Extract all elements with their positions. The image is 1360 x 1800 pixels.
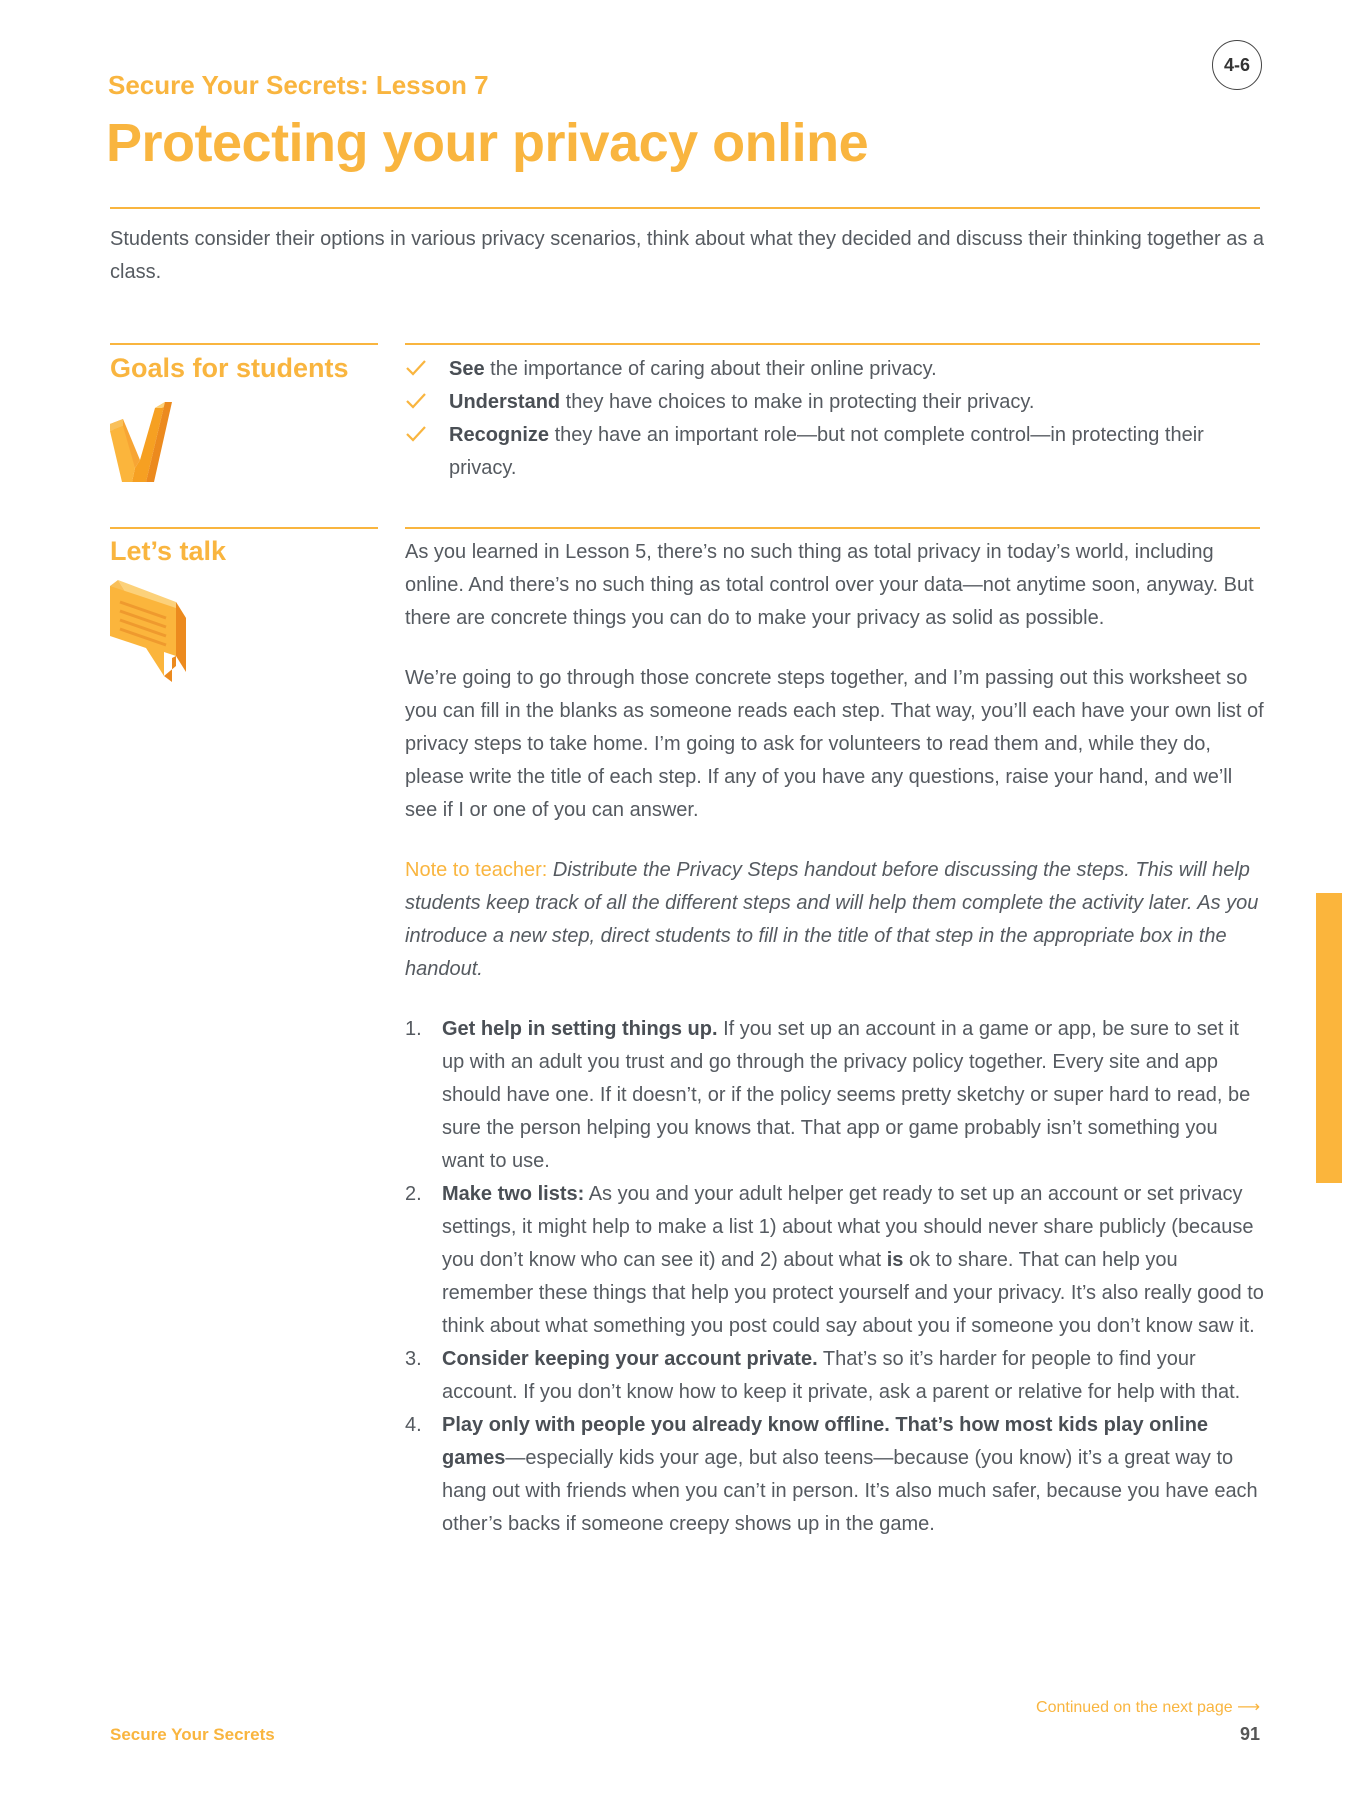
goal-text: they have choices to make in protecting their privacy. [560, 391, 1035, 413]
goals-heading: Goals for students [110, 353, 349, 383]
talk-body [405, 536, 1265, 1541]
talk-paragraph: We’re going to go through those concrete steps together, and I’m passing out this worksheet so you can fill in the blanks as someone reads each step. That way, you’ll each have your own list of privacy steps to take home. I’m going to ask for volunteers to read them and, while they do, please write the title of each step. If any of you have any questions, raise your hand, and we’ll see if I or one of you can answer. [405, 667, 1264, 821]
divider [110, 343, 378, 345]
continued-link[interactable]: Continued on the next page ⟶ [1036, 1699, 1260, 1716]
divider [110, 207, 1260, 209]
page-title: Protecting your privacy online [106, 113, 869, 173]
goal-verb: See [449, 358, 485, 380]
note-text: Distribute the Privacy Steps handout before discussing the steps. This will help students keep track of all the different steps and will help them complete the activity later. As you introduce a new step, direct students to fill in the title of that step in the appropriate box in the handout. [405, 859, 1259, 980]
step-text: —especially kids your age, but also teens—because (you know) it’s a great way to hang out with friends when you can’t in person. It’s also much safer, because you have each other’s backs if someone creepy shows up in the game. [442, 1447, 1258, 1535]
step-number: 2. [405, 1183, 422, 1205]
check-icon [405, 358, 427, 378]
goal-verb: Understand [449, 391, 561, 413]
step-text: If you set up an account in a game or app, be sure to set it up with an adult you trust and go through the privacy policy together. Every site and app should have one. If it doesn’t, or if the policy seems pretty sketchy or super hard to read, be sure the person helping you knows that. That app or game probably isn’t something you want to use. [442, 1018, 1251, 1172]
step-number: 3. [405, 1348, 422, 1370]
step-title: Make two lists: [442, 1183, 585, 1205]
intro-text: Students consider their options in various privacy scenarios, think about what they decided and discuss their thinking together as a class. [110, 228, 1264, 283]
goals-list-container [405, 353, 1265, 485]
check-icon [405, 424, 427, 444]
note-label: Note to teacher: [405, 859, 548, 881]
privacy-steps-list [405, 1013, 1265, 1541]
talk-heading: Let’s talk [110, 536, 227, 566]
divider [405, 527, 1260, 529]
side-tab [1316, 893, 1342, 1183]
divider [405, 343, 1260, 345]
teacher-note [405, 854, 1265, 986]
step-title: Play only with people you already know offline. That’s how most kids play online games [442, 1414, 1209, 1469]
step-number: 1. [405, 1018, 422, 1040]
goals-list [405, 353, 1265, 485]
step-item [405, 1013, 1265, 1178]
goal-text: the importance of caring about their online privacy. [484, 358, 937, 380]
goal-item [405, 386, 1265, 419]
goal-item [405, 353, 1265, 386]
goal-text: they have an important role—but not complete control—in protecting their privacy. [449, 424, 1204, 479]
step-item [405, 1178, 1265, 1343]
step-number: 4. [405, 1414, 422, 1436]
talk-paragraph: As you learned in Lesson 5, there’s no such thing as total privacy in today’s world, including online. And there’s no such thing as total control over your data—not anytime soon, anyway. But there are concrete things you can do to make your privacy as solid as possible. [405, 541, 1254, 629]
page-number: 91 [1239, 1724, 1260, 1744]
step-title: Consider keeping your account private. [442, 1348, 818, 1370]
step-item [405, 1343, 1265, 1409]
step-emphasis: is [886, 1249, 904, 1271]
speech-bubble-icon [110, 580, 190, 684]
divider [110, 527, 378, 529]
step-title: Get help in setting things up. [442, 1018, 718, 1040]
step-text: As you and your adult helper get ready to set up an account or set privacy settings, it might help to make a list 1) about what you should never share publicly (because you don’t know who can see it) and 2) about what [442, 1183, 1254, 1271]
step-text: That’s so it’s harder for people to find your account. If you don’t know how to keep it private, ask a parent or relative for help with that. [442, 1348, 1241, 1403]
step-item [405, 1409, 1265, 1541]
check-icon [405, 391, 427, 411]
goal-item [405, 419, 1265, 485]
grade-badge: 4-6 [1212, 40, 1262, 90]
lesson-kicker: Secure Your Secrets: Lesson 7 [108, 70, 489, 100]
footer-title: Secure Your Secrets [110, 1725, 275, 1744]
checkmark-icon [110, 396, 182, 486]
goal-verb: Recognize [449, 424, 550, 446]
step-text: ok to share. That can help you remember these things that help you protect yourself and your privacy. It’s also really good to think about what something you post could say about you if someone you don’t know saw it. [442, 1249, 1264, 1337]
